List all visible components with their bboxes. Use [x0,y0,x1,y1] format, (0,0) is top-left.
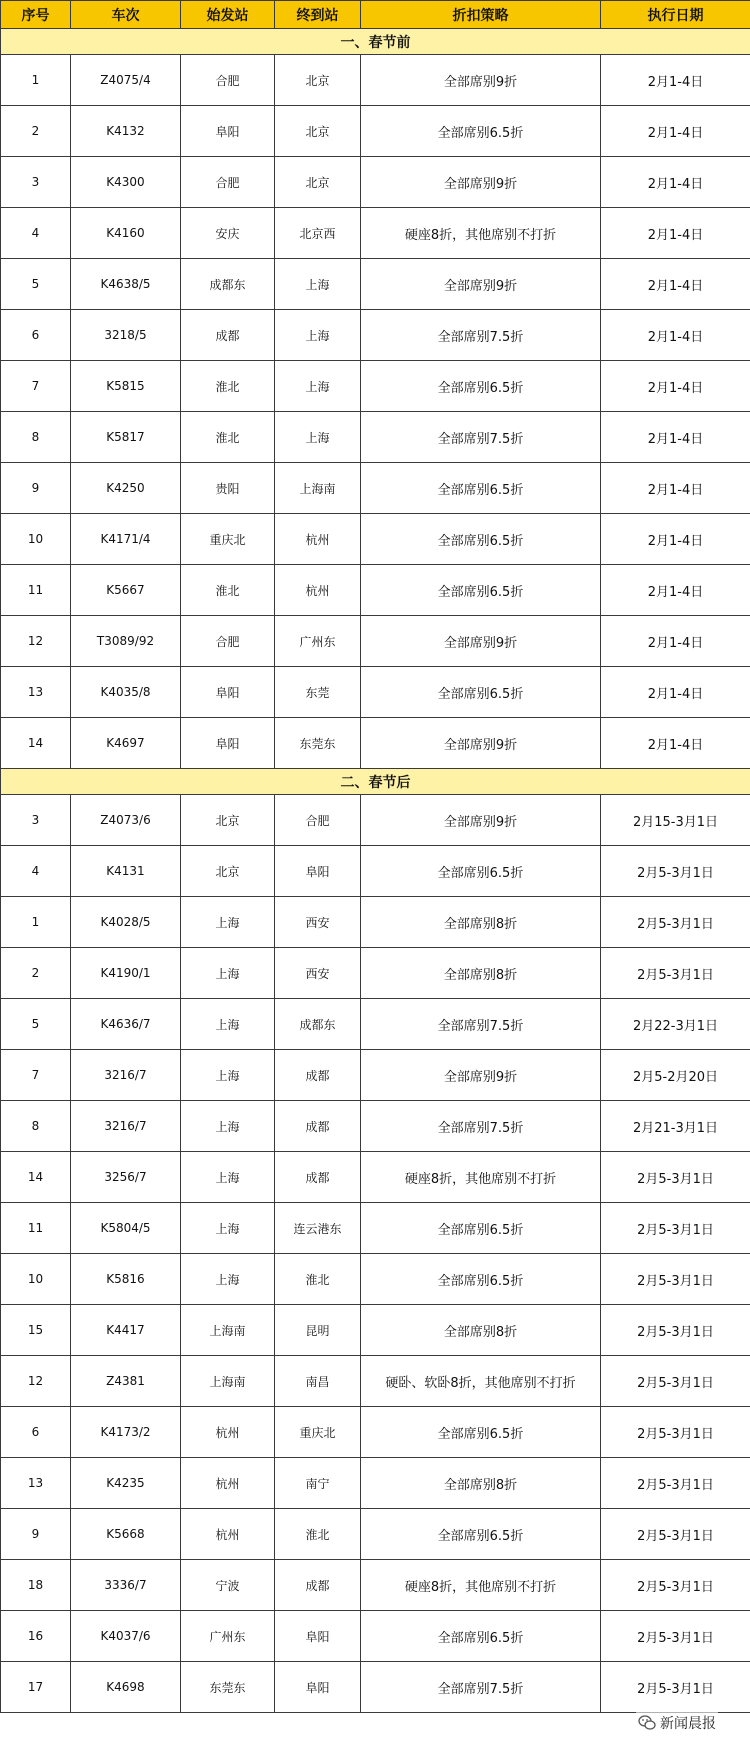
cell-train: K4250 [71,463,181,514]
cell-date: 2月1-4日 [601,106,750,157]
cell-from: 淮北 [181,361,275,412]
cell-train: 3216/7 [71,1101,181,1152]
cell-from: 北京 [181,795,275,846]
cell-from: 上海 [181,897,275,948]
cell-to: 上海 [275,310,361,361]
cell-date: 2月5-3月1日 [601,1611,750,1662]
cell-to: 西安 [275,897,361,948]
cell-to: 南宁 [275,1458,361,1509]
cell-train: 3216/7 [71,1050,181,1101]
watermark-text: 新闻晨报 [660,1716,716,1732]
cell-no: 14 [1,718,71,769]
cell-policy: 全部席别6.5折 [361,1509,601,1560]
cell-from: 杭州 [181,1509,275,1560]
cell-no: 11 [1,565,71,616]
cell-policy: 全部席别6.5折 [361,1203,601,1254]
cell-no: 11 [1,1203,71,1254]
cell-date: 2月5-3月1日 [601,1152,750,1203]
cell-no: 9 [1,463,71,514]
cell-policy: 硬座8折，其他席别不打折 [361,1152,601,1203]
cell-train: K4698 [71,1662,181,1713]
table-header-row [1,1,750,29]
cell-from: 合肥 [181,157,275,208]
cell-to: 成都 [275,1050,361,1101]
cell-date: 2月1-4日 [601,157,750,208]
cell-date: 2月1-4日 [601,208,750,259]
table-row [1,616,750,667]
cell-policy: 全部席别7.5折 [361,412,601,463]
cell-train: Z4073/6 [71,795,181,846]
cell-policy: 全部席别7.5折 [361,999,601,1050]
header-policy: 折扣策略 [361,1,601,29]
cell-policy: 全部席别6.5折 [361,1611,601,1662]
cell-train: K4697 [71,718,181,769]
cell-train: K4171/4 [71,514,181,565]
cell-from: 贵阳 [181,463,275,514]
cell-policy: 全部席别6.5折 [361,667,601,718]
header-from: 始发站 [181,1,275,29]
cell-policy: 全部席别9折 [361,157,601,208]
cell-policy: 硬卧、软卧8折，其他席别不打折 [361,1356,601,1407]
cell-train: K5804/5 [71,1203,181,1254]
cell-to: 连云港东 [275,1203,361,1254]
cell-from: 上海 [181,1101,275,1152]
cell-no: 4 [1,846,71,897]
cell-train: K4638/5 [71,259,181,310]
cell-from: 安庆 [181,208,275,259]
table-row [1,463,750,514]
cell-no: 6 [1,310,71,361]
cell-policy: 全部席别8折 [361,897,601,948]
cell-policy: 全部席别6.5折 [361,361,601,412]
cell-from: 上海 [181,948,275,999]
cell-policy: 全部席别8折 [361,1305,601,1356]
cell-from: 杭州 [181,1407,275,1458]
cell-train: K5817 [71,412,181,463]
cell-no: 1 [1,55,71,106]
cell-train: Z4075/4 [71,55,181,106]
cell-policy: 全部席别6.5折 [361,514,601,565]
cell-no: 15 [1,1305,71,1356]
cell-no: 2 [1,106,71,157]
cell-train: K4300 [71,157,181,208]
cell-from: 上海 [181,1203,275,1254]
cell-no: 10 [1,1254,71,1305]
header-train: 车次 [71,1,181,29]
table-row [1,514,750,565]
table-row [1,55,750,106]
cell-from: 东莞东 [181,1662,275,1713]
wechat-icon [638,1715,656,1731]
cell-date: 2月1-4日 [601,55,750,106]
table-row [1,948,750,999]
cell-no: 7 [1,361,71,412]
table-row [1,310,750,361]
cell-from: 上海 [181,1254,275,1305]
cell-from: 上海 [181,1152,275,1203]
cell-to: 上海南 [275,463,361,514]
watermark [636,1712,718,1734]
table-row [1,208,750,259]
cell-to: 淮北 [275,1254,361,1305]
cell-policy: 硬座8折，其他席别不打折 [361,1560,601,1611]
cell-from: 淮北 [181,565,275,616]
table-row [1,1101,750,1152]
cell-from: 成都 [181,310,275,361]
cell-policy: 全部席别9折 [361,55,601,106]
cell-to: 重庆北 [275,1407,361,1458]
cell-to: 东莞 [275,667,361,718]
cell-policy: 全部席别6.5折 [361,463,601,514]
cell-no: 6 [1,1407,71,1458]
cell-to: 北京西 [275,208,361,259]
cell-no: 5 [1,259,71,310]
cell-train: 3336/7 [71,1560,181,1611]
cell-date: 2月15-3月1日 [601,795,750,846]
cell-date: 2月5-3月1日 [601,1662,750,1713]
cell-to: 成都 [275,1560,361,1611]
cell-from: 合肥 [181,55,275,106]
cell-train: Z4381 [71,1356,181,1407]
cell-from: 上海南 [181,1356,275,1407]
table-row [1,106,750,157]
cell-date: 2月5-3月1日 [601,846,750,897]
cell-train: K4037/6 [71,1611,181,1662]
cell-date: 2月5-3月1日 [601,1203,750,1254]
cell-to: 淮北 [275,1509,361,1560]
cell-train: K4190/1 [71,948,181,999]
cell-to: 成都 [275,1101,361,1152]
table-row [1,1407,750,1458]
cell-no: 4 [1,208,71,259]
cell-to: 东莞东 [275,718,361,769]
cell-train: K4417 [71,1305,181,1356]
cell-date: 2月1-4日 [601,565,750,616]
table-row [1,1203,750,1254]
cell-no: 3 [1,157,71,208]
cell-from: 北京 [181,846,275,897]
table-row [1,412,750,463]
cell-policy: 硬座8折，其他席别不打折 [361,208,601,259]
section-header-row [1,29,750,55]
cell-no: 12 [1,1356,71,1407]
cell-no: 7 [1,1050,71,1101]
cell-train: K5668 [71,1509,181,1560]
cell-train: K4028/5 [71,897,181,948]
table-row [1,1662,750,1713]
cell-no: 8 [1,412,71,463]
cell-from: 重庆北 [181,514,275,565]
cell-policy: 全部席别7.5折 [361,1101,601,1152]
cell-from: 阜阳 [181,667,275,718]
cell-date: 2月5-2月20日 [601,1050,750,1101]
cell-train: K4173/2 [71,1407,181,1458]
table-row [1,1254,750,1305]
cell-policy: 全部席别9折 [361,616,601,667]
cell-train: K4160 [71,208,181,259]
cell-date: 2月5-3月1日 [601,897,750,948]
cell-date: 2月1-4日 [601,361,750,412]
cell-from: 淮北 [181,412,275,463]
cell-no: 12 [1,616,71,667]
table-row [1,1050,750,1101]
cell-to: 阜阳 [275,846,361,897]
cell-date: 2月5-3月1日 [601,1305,750,1356]
cell-to: 上海 [275,259,361,310]
cell-to: 杭州 [275,565,361,616]
cell-policy: 全部席别6.5折 [361,846,601,897]
table-row [1,259,750,310]
cell-from: 上海 [181,999,275,1050]
cell-no: 14 [1,1152,71,1203]
table-row [1,999,750,1050]
cell-date: 2月1-4日 [601,259,750,310]
cell-date: 2月1-4日 [601,616,750,667]
section-header-row [1,769,750,795]
table-row [1,718,750,769]
table-row [1,1356,750,1407]
cell-from: 阜阳 [181,718,275,769]
cell-train: K4035/8 [71,667,181,718]
cell-train: K4235 [71,1458,181,1509]
cell-train: 3218/5 [71,310,181,361]
cell-train: K4131 [71,846,181,897]
cell-no: 5 [1,999,71,1050]
cell-train: K5667 [71,565,181,616]
cell-date: 2月5-3月1日 [601,1254,750,1305]
cell-no: 8 [1,1101,71,1152]
cell-date: 2月5-3月1日 [601,1356,750,1407]
cell-train: K5816 [71,1254,181,1305]
cell-to: 南昌 [275,1356,361,1407]
cell-date: 2月1-4日 [601,412,750,463]
cell-train: T3089/92 [71,616,181,667]
cell-to: 成都东 [275,999,361,1050]
cell-no: 13 [1,667,71,718]
cell-policy: 全部席别6.5折 [361,1407,601,1458]
cell-date: 2月1-4日 [601,463,750,514]
cell-from: 阜阳 [181,106,275,157]
table-row [1,1611,750,1662]
cell-date: 2月5-3月1日 [601,1509,750,1560]
cell-from: 宁波 [181,1560,275,1611]
table-row [1,1152,750,1203]
cell-train: K5815 [71,361,181,412]
cell-to: 北京 [275,55,361,106]
cell-policy: 全部席别9折 [361,259,601,310]
table-row [1,897,750,948]
cell-from: 上海 [181,1050,275,1101]
cell-no: 17 [1,1662,71,1713]
cell-to: 上海 [275,361,361,412]
cell-from: 广州东 [181,1611,275,1662]
table-row [1,846,750,897]
cell-to: 广州东 [275,616,361,667]
cell-no: 18 [1,1560,71,1611]
cell-no: 2 [1,948,71,999]
cell-to: 上海 [275,412,361,463]
cell-policy: 全部席别6.5折 [361,106,601,157]
cell-no: 13 [1,1458,71,1509]
cell-to: 昆明 [275,1305,361,1356]
table-body [1,29,750,1713]
table-row [1,361,750,412]
cell-no: 3 [1,795,71,846]
table-row [1,1509,750,1560]
cell-from: 上海南 [181,1305,275,1356]
cell-to: 北京 [275,157,361,208]
table-row [1,157,750,208]
cell-policy: 全部席别7.5折 [361,1662,601,1713]
cell-date: 2月5-3月1日 [601,948,750,999]
cell-to: 阜阳 [275,1611,361,1662]
section-title: 一、春节前 [1,29,750,55]
cell-from: 成都东 [181,259,275,310]
cell-policy: 全部席别9折 [361,718,601,769]
cell-policy: 全部席别9折 [361,1050,601,1101]
table-row [1,667,750,718]
table-row [1,795,750,846]
cell-policy: 全部席别9折 [361,795,601,846]
section-title: 二、春节后 [1,769,750,795]
table-row [1,1305,750,1356]
cell-policy: 全部席别6.5折 [361,1254,601,1305]
cell-date: 2月5-3月1日 [601,1458,750,1509]
header-no: 序号 [1,1,71,29]
cell-to: 合肥 [275,795,361,846]
header-date: 执行日期 [601,1,750,29]
cell-train: 3256/7 [71,1152,181,1203]
cell-date: 2月5-3月1日 [601,1560,750,1611]
cell-no: 16 [1,1611,71,1662]
cell-train: K4636/7 [71,999,181,1050]
cell-policy: 全部席别7.5折 [361,310,601,361]
cell-date: 2月22-3月1日 [601,999,750,1050]
table-row [1,1458,750,1509]
cell-date: 2月5-3月1日 [601,1407,750,1458]
cell-train: K4132 [71,106,181,157]
table-row [1,565,750,616]
cell-policy: 全部席别8折 [361,948,601,999]
cell-to: 北京 [275,106,361,157]
cell-from: 合肥 [181,616,275,667]
cell-policy: 全部席别6.5折 [361,565,601,616]
cell-to: 阜阳 [275,1662,361,1713]
cell-no: 10 [1,514,71,565]
cell-no: 9 [1,1509,71,1560]
cell-date: 2月21-3月1日 [601,1101,750,1152]
cell-date: 2月1-4日 [601,310,750,361]
cell-policy: 全部席别8折 [361,1458,601,1509]
cell-date: 2月1-4日 [601,514,750,565]
cell-date: 2月1-4日 [601,718,750,769]
cell-to: 杭州 [275,514,361,565]
cell-no: 1 [1,897,71,948]
cell-from: 杭州 [181,1458,275,1509]
cell-date: 2月1-4日 [601,667,750,718]
header-to: 终到站 [275,1,361,29]
table-row [1,1560,750,1611]
cell-to: 成都 [275,1152,361,1203]
cell-to: 西安 [275,948,361,999]
